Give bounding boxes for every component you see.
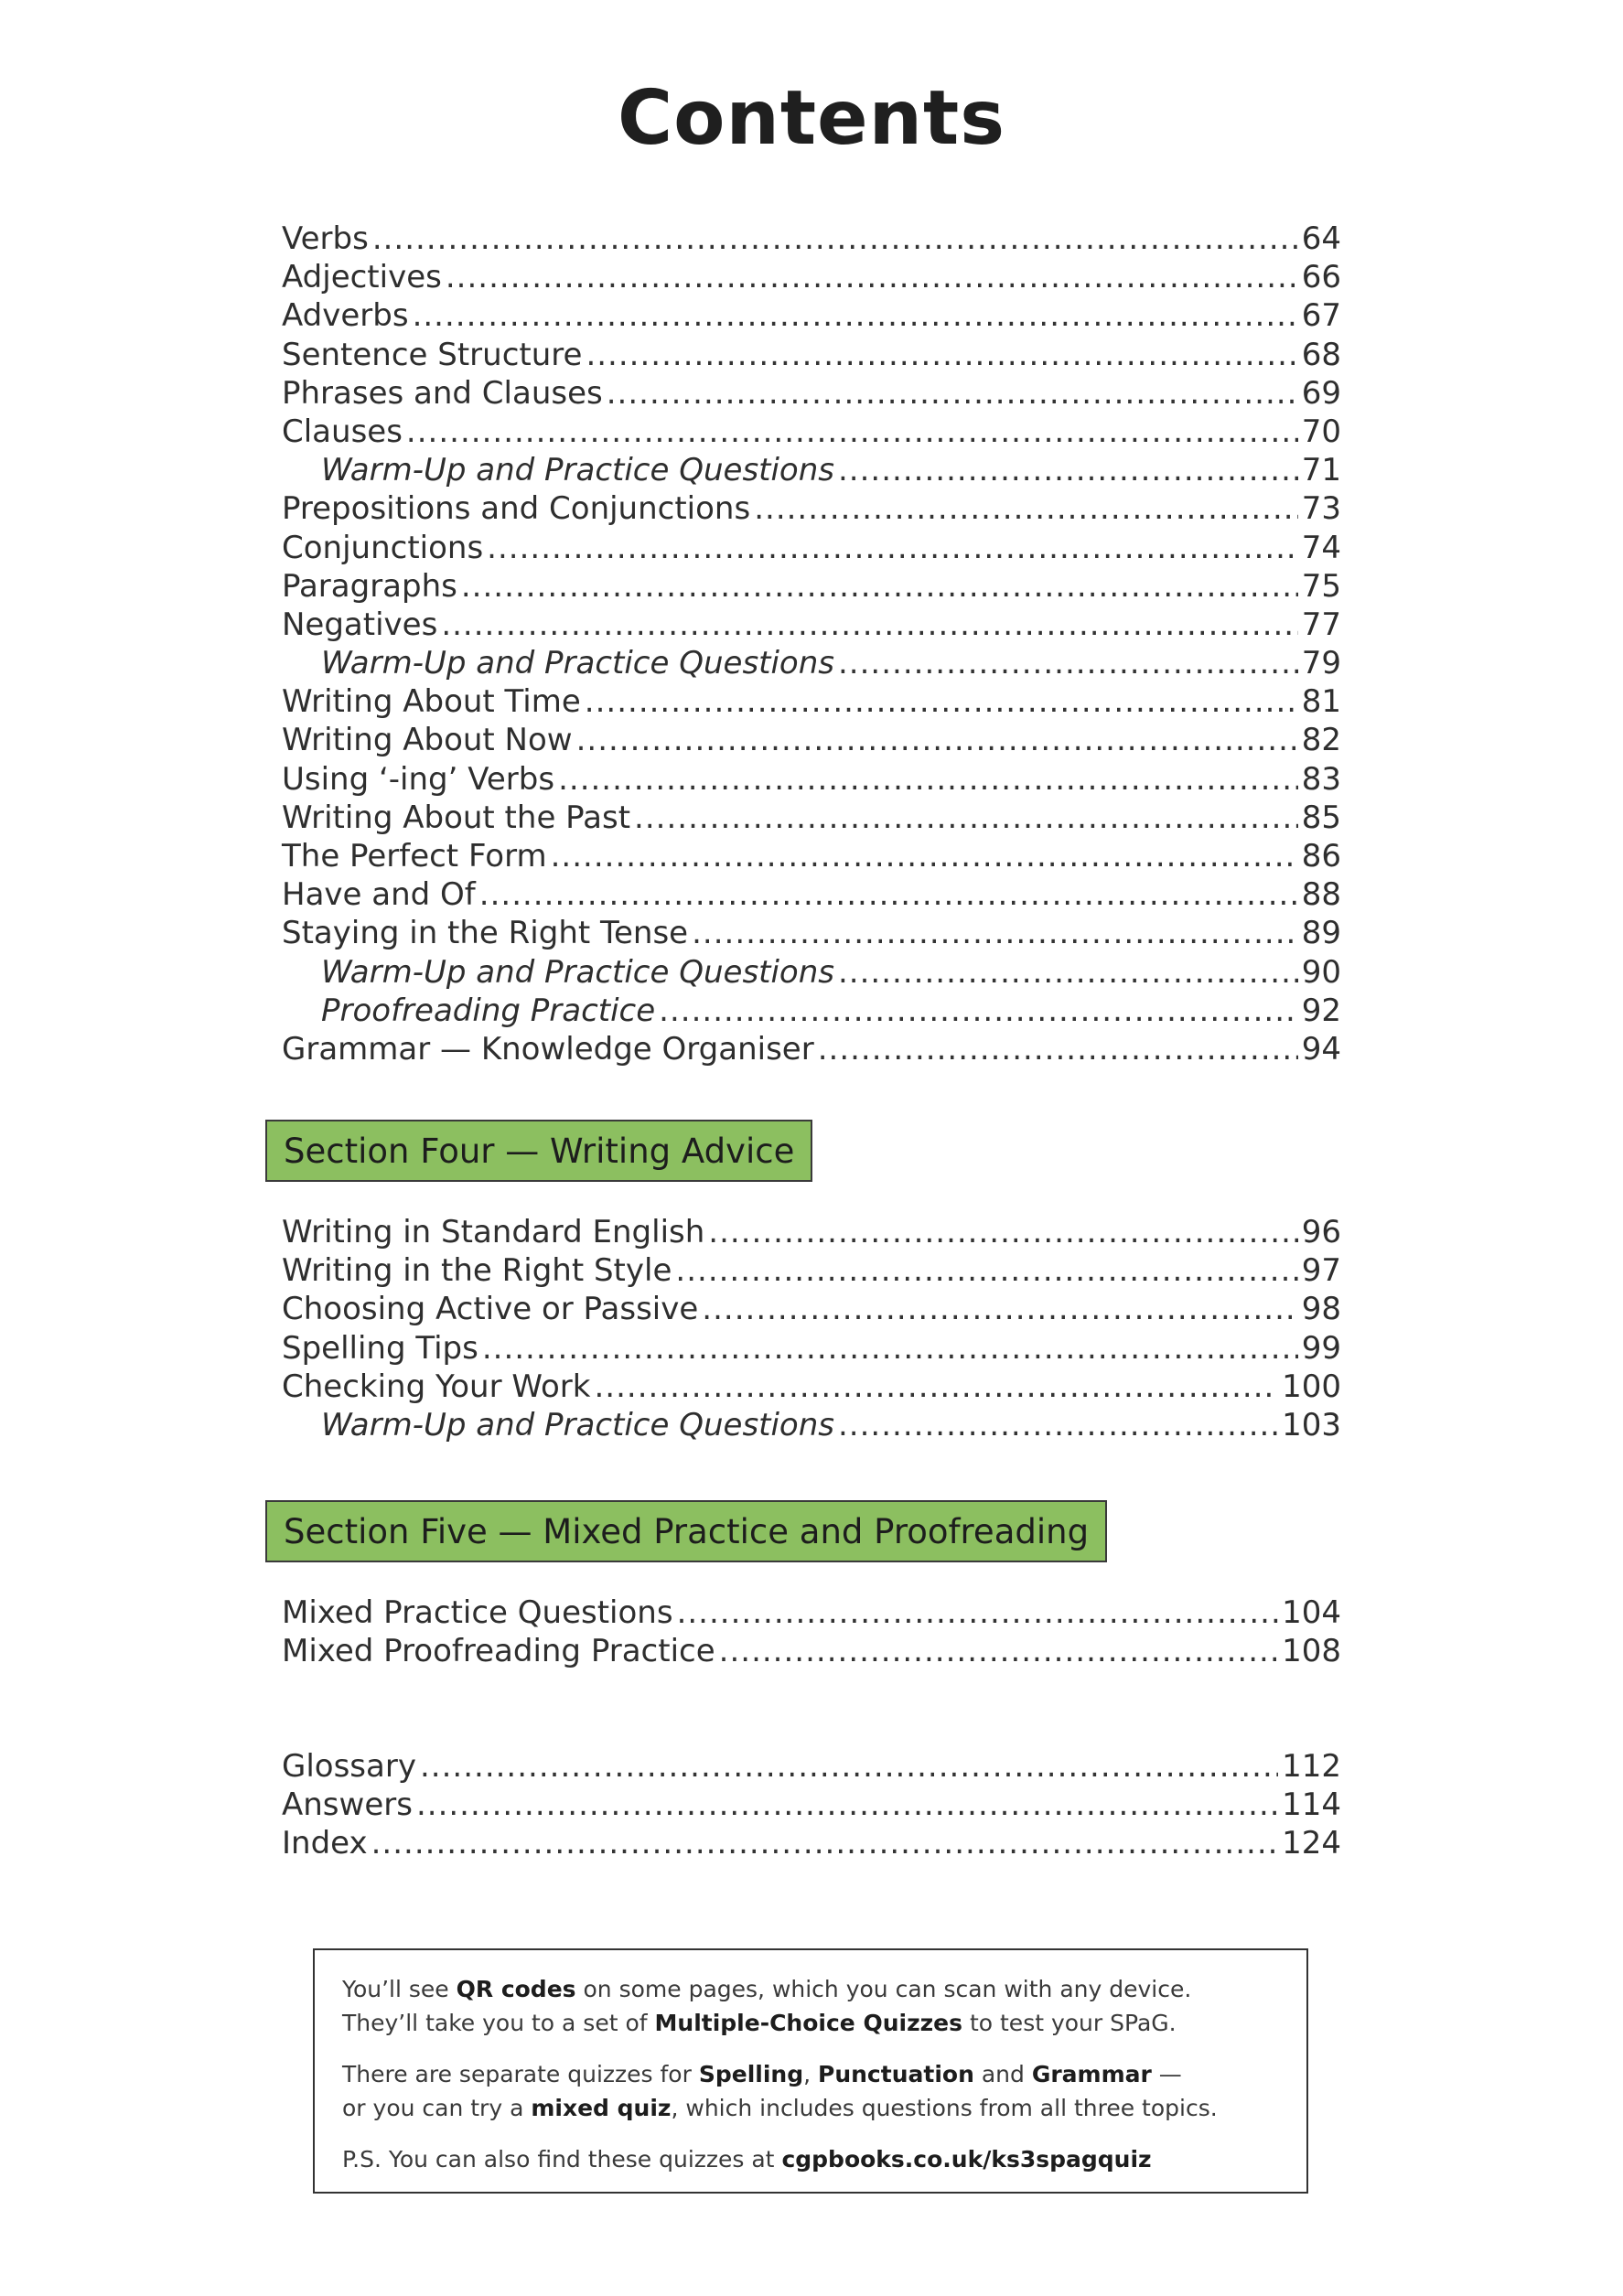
toc-entry (282, 721, 1341, 759)
toc-entry (282, 451, 1341, 489)
toc-section-five (282, 1593, 1341, 1670)
toc-entry-label: Writing in the Right Style (282, 1252, 672, 1290)
toc-entry-label: Index (282, 1825, 368, 1862)
toc-entry-label: Have and Of (282, 876, 476, 914)
toc-entry-label: Paragraphs (282, 567, 457, 605)
toc-entry (282, 567, 1341, 606)
toc-entry (282, 220, 1341, 258)
toc-entry-label: Conjunctions (282, 529, 484, 566)
toc-entry-page: 98 (1301, 1291, 1341, 1328)
toc-entry-label: Writing About Now (282, 722, 573, 759)
toc-entry (282, 258, 1341, 296)
dot-leader (677, 1593, 1279, 1632)
dot-leader (585, 682, 1298, 721)
toc-entry-page: 75 (1301, 567, 1341, 605)
qr-quiz-info-box (313, 1948, 1308, 2194)
toc-entry-label: Adverbs (282, 297, 409, 335)
toc-entry-page: 79 (1301, 645, 1341, 682)
toc-entry-page: 74 (1301, 529, 1341, 566)
toc-entry-label: Sentence Structure (282, 336, 583, 373)
toc-entry-label: Glossary (282, 1748, 416, 1785)
toc-entry-label: Warm-Up and Practice Questions (321, 953, 834, 991)
toc-entry (282, 1406, 1341, 1444)
toc-entry-page: 100 (1282, 1368, 1341, 1405)
section-four-heading: Section Four — Writing Advice (265, 1120, 812, 1182)
toc-entry (282, 992, 1341, 1030)
toc-entry-page: 124 (1282, 1825, 1341, 1862)
dot-leader (371, 1824, 1278, 1862)
toc-entry (282, 837, 1341, 875)
dot-leader (420, 1747, 1278, 1786)
dot-leader (487, 529, 1298, 567)
toc-entry (282, 799, 1341, 837)
toc-entry-label: Using ‘-ing’ Verbs (282, 760, 555, 798)
toc-entry-label: Spelling Tips (282, 1329, 478, 1367)
toc-entry-page: 90 (1301, 953, 1341, 991)
toc-entry (282, 1290, 1341, 1328)
toc-entry-page: 71 (1301, 452, 1341, 489)
dot-leader (754, 489, 1298, 528)
dot-leader (818, 1030, 1298, 1068)
dot-leader (576, 721, 1298, 759)
dot-leader (692, 914, 1298, 952)
toc-entry-label: Verbs (282, 220, 369, 257)
toc-entry-page: 70 (1301, 413, 1341, 450)
toc-entry-label: Warm-Up and Practice Questions (321, 1406, 834, 1443)
toc-entry (282, 914, 1341, 952)
toc-entry-label: Mixed Practice Questions (282, 1594, 673, 1631)
info-line-3: There are separate quizzes for Spelling, Punctuation and Grammar — (342, 2061, 1182, 2087)
toc-entry-label: Answers (282, 1786, 413, 1824)
dot-leader (675, 1251, 1297, 1290)
toc-entry-page: 81 (1301, 683, 1341, 721)
dot-leader (416, 1786, 1278, 1824)
dot-leader (558, 760, 1298, 799)
dot-leader (594, 1368, 1278, 1406)
dot-leader (479, 875, 1298, 914)
toc-entry-label: Checking Your Work (282, 1368, 591, 1405)
toc-entry-page: 89 (1301, 915, 1341, 952)
toc-entry-page: 73 (1301, 490, 1341, 528)
dot-leader (634, 799, 1298, 837)
toc-entry (282, 374, 1341, 413)
toc-entry (282, 953, 1341, 992)
toc-back-matter (282, 1747, 1341, 1863)
toc-entry-page: 114 (1282, 1786, 1341, 1824)
toc-entry-page: 86 (1301, 838, 1341, 874)
toc-entry-page: 85 (1301, 799, 1341, 836)
info-line-5: P.S. You can also find these quizzes at cgpbooks.co.uk/ks3spagquiz (342, 2146, 1152, 2173)
toc-entry (282, 1593, 1341, 1632)
toc-entry-label: Clauses (282, 413, 403, 450)
dot-leader (461, 567, 1298, 606)
toc-entry-label: Grammar — Knowledge Organiser (282, 1030, 814, 1068)
toc-entry (282, 1368, 1341, 1406)
toc-entry-label: Writing in Standard English (282, 1214, 705, 1250)
section-five-heading: Section Five — Mixed Practice and Proofreading (265, 1500, 1107, 1562)
toc-entry-page: 99 (1301, 1329, 1341, 1367)
toc-entry-label: The Perfect Form (282, 838, 547, 874)
toc-entry-page: 82 (1301, 722, 1341, 759)
toc-entry-page: 88 (1301, 876, 1341, 914)
toc-entry (282, 1329, 1341, 1368)
dot-leader (659, 992, 1298, 1030)
toc-entry-page: 112 (1282, 1748, 1341, 1785)
toc-entry-page: 108 (1282, 1633, 1341, 1670)
dot-leader (406, 413, 1298, 451)
dot-leader (441, 606, 1297, 644)
toc-entry-label: Negatives (282, 606, 438, 643)
toc-entry-page: 104 (1282, 1594, 1341, 1631)
info-line-1: You’ll see QR codes on some pages, which you can scan with any device. (342, 1976, 1192, 2002)
toc-entry-page: 68 (1301, 336, 1341, 373)
toc-entry-page: 103 (1282, 1406, 1341, 1443)
dot-leader (372, 220, 1298, 258)
toc-entry (282, 606, 1341, 644)
toc-entry-label: Warm-Up and Practice Questions (321, 452, 834, 489)
toc-entry (282, 1213, 1341, 1251)
toc-entry-label: Choosing Active or Passive (282, 1291, 699, 1328)
toc-entry-page: 64 (1301, 220, 1341, 257)
toc-entry-label: Warm-Up and Practice Questions (321, 645, 834, 682)
toc-entry-page: 66 (1301, 259, 1341, 296)
toc-entry (282, 875, 1341, 914)
toc-entry-page: 92 (1301, 992, 1341, 1029)
dot-leader (551, 837, 1298, 875)
toc-entry-page: 69 (1301, 374, 1341, 412)
toc-entry (282, 1632, 1341, 1670)
toc-entry (282, 529, 1341, 567)
toc-entry-page: 96 (1301, 1214, 1341, 1250)
dot-leader (719, 1632, 1278, 1670)
toc-entry (282, 489, 1341, 528)
info-line-4: or you can try a mixed quiz, which includes questions from all three topics. (342, 2095, 1218, 2121)
dot-leader (838, 953, 1298, 992)
quiz-url: cgpbooks.co.uk/ks3spagquiz (781, 2146, 1152, 2173)
toc-entry-label: Phrases and Clauses (282, 374, 603, 412)
toc-entry (282, 1030, 1341, 1068)
toc-entry (282, 296, 1341, 335)
dot-leader (838, 1406, 1278, 1444)
dot-leader (607, 374, 1298, 413)
toc-entry-label: Adjectives (282, 259, 442, 296)
toc-entry (282, 1747, 1341, 1786)
dot-leader (413, 296, 1298, 335)
info-line-2: They’ll take you to a set of Multiple-Choice Quizzes to test your SPaG. (342, 2010, 1177, 2036)
toc-entry (282, 644, 1341, 682)
dot-leader (586, 336, 1297, 374)
toc-entry (282, 336, 1341, 374)
page-title: Contents (617, 75, 1006, 162)
toc-entry (282, 1786, 1341, 1824)
toc-entry-page: 77 (1301, 606, 1341, 643)
toc-entry (282, 682, 1341, 721)
dot-leader (482, 1329, 1298, 1368)
toc-entry (282, 1251, 1341, 1290)
dot-leader (838, 451, 1298, 489)
toc-entry-page: 94 (1301, 1030, 1341, 1068)
toc-entry-label: Mixed Proofreading Practice (282, 1633, 715, 1670)
toc-entry-page: 83 (1301, 760, 1341, 798)
toc-section-four (282, 1213, 1341, 1444)
toc-entry-label: Writing About the Past (282, 799, 631, 836)
toc-entry-page: 97 (1301, 1252, 1341, 1290)
toc-entry (282, 760, 1341, 799)
toc-entry-label: Proofreading Practice (321, 992, 656, 1029)
toc-entry-label: Staying in the Right Tense (282, 915, 689, 952)
toc-entry (282, 413, 1341, 451)
toc-main (282, 220, 1341, 1068)
dot-leader (446, 258, 1298, 296)
toc-entry (282, 1824, 1341, 1862)
toc-entry-label: Writing About Time (282, 683, 581, 721)
toc-entry-page: 67 (1301, 297, 1341, 335)
dot-leader (838, 644, 1298, 682)
dot-leader (702, 1290, 1297, 1328)
dot-leader (708, 1213, 1297, 1251)
toc-entry-label: Prepositions and Conjunctions (282, 490, 751, 528)
